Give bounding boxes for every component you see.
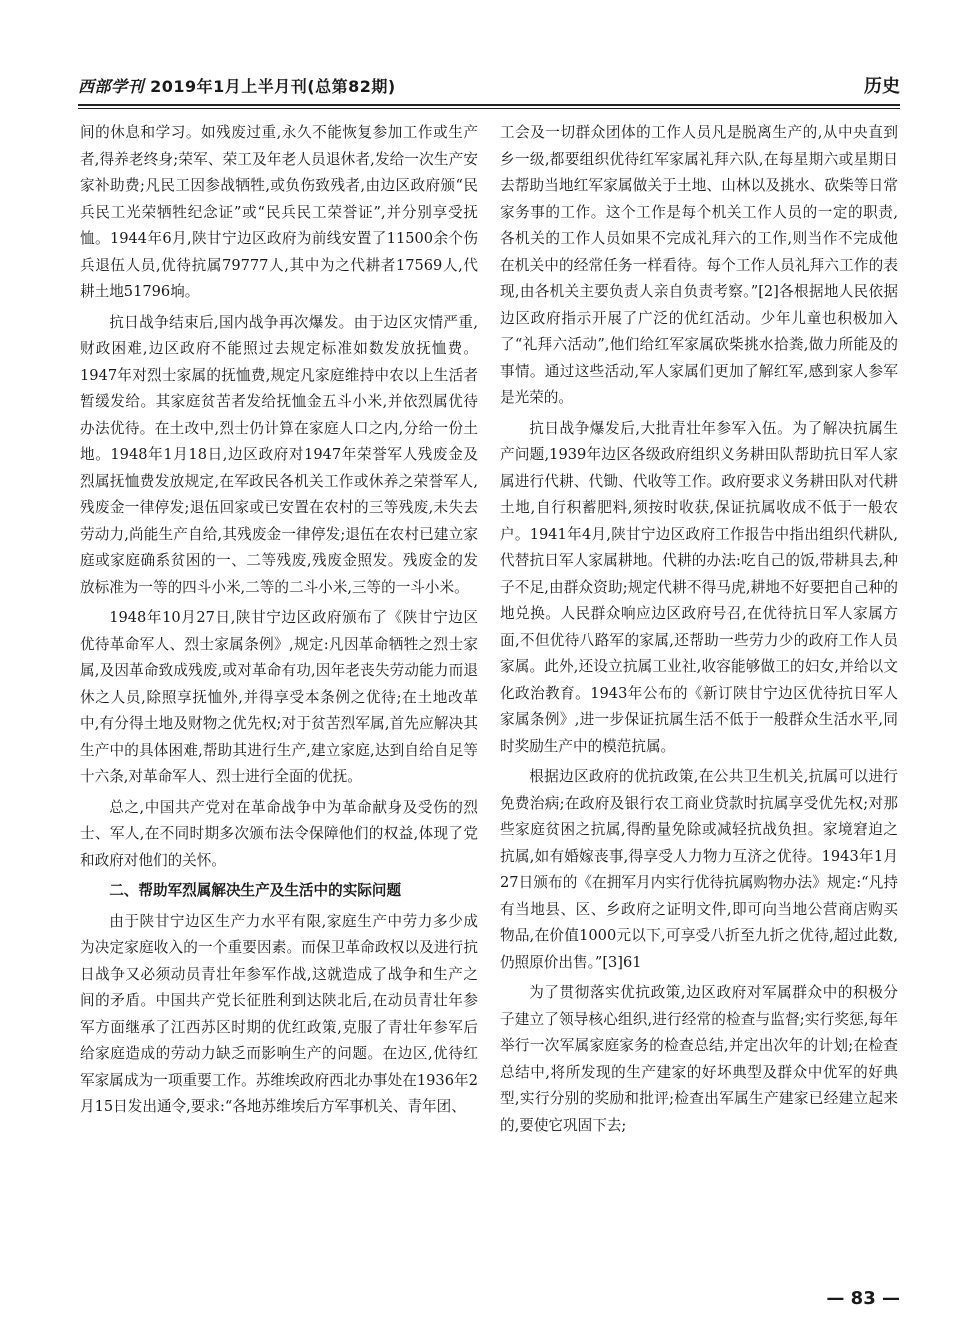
right-column <box>500 120 898 1143</box>
left-column <box>80 120 478 1125</box>
section-heading: 二、帮助军烈属解决生产及生活中的实际问题 <box>109 882 402 899</box>
issue-info: 2019年1月上半月刊(总第82期) <box>150 77 396 96</box>
paragraph: 由于陕甘宁边区生产力水平有限,家庭生产中劳力多少成为决定家庭收入的一个重要因素。而保卫革命政权以及进行抗日战争又必须动员青壮年参军作战,这就造成了战争和生产之间的矛盾。中国共产党长征胜利到达陕北后,在动员青壮年参军方面继承了江西苏区时期的优红政策,克服了青壮年参军后给家庭造成的劳动力缺乏而影响生产的问题。在边区,优待红军家属成为一项重要工作。苏维埃政府西北办事处在1936年2月15日发出通令,要求:“各地苏维埃后方军事机关、青年团、 <box>80 912 478 1115</box>
journal-name: 西部学刊 <box>78 77 145 96</box>
paragraph: 1948年10月27日,陕甘宁边区政府颁布了《陕甘宁边区优待革命军人、烈士家属条例》,规定:凡因革命牺牲之烈士家属,及因革命致成残废,或对革命有功,因年老丧失劳动能力而退休之人员,除照享抚恤外,并得享受本条例之优待;在土地改革中,有分得土地及财物之优先权;对于贫苦烈军属,首先应解决其生产中的具体困难,帮助其进行生产,建立家庭,达到自给自足等十六条,对革命军人、烈士进行全面的优抚。 <box>80 609 478 785</box>
paragraph: 总之,中国共产党对在革命战争中为革命献身及受伤的烈士、军人,在不同时期多次颁布法令保障他们的权益,体现了党和政府对他们的关怀。 <box>80 798 478 869</box>
paragraph: 间的休息和学习。如残废过重,永久不能恢复参加工作或生产者,得养老终身;荣军、荣工及年老人员退休者,发给一次生产安家补助费;凡民工因参战牺牲,或负伤致残者,由边区政府颁“民兵民工光荣牺牲纪念证”或“民兵民工荣誉证”,并分别享受抚恤。1944年6月,陕甘宁边区政府为前线安置了11500余个伤兵退伍人员,优待抗属79777人,其中为之代耕者17569人,代耕土地51796垧。 <box>80 124 478 300</box>
paragraph: 为了贯彻落实优抗政策,边区政府对军属群众中的积极分子建立了领导核心组织,进行经常的检查与监督;实行奖惩,每年举行一次军属家庭家务的检查总结,并定出次年的计划;在检查总结中,将所发现的生产建家的好坏典型及群众中优军的好典型,实行分别的奖励和批评;检查出军属生产建家已经建立起来的,要使它巩固下去; <box>500 984 898 1134</box>
page-header <box>78 70 900 100</box>
section-title: 历史 <box>864 76 900 97</box>
page-number: — 83 — <box>826 1288 900 1309</box>
paragraph: 根据边区政府的优抗政策,在公共卫生机关,抗属可以进行免费治病;在政府及银行农工商业贷款时抗属享受优先权;对那些家庭贫困之抗属,得酌量免除或减轻抗战负担。家境窘迫之抗属,如有婚嫁丧事,得享受人力物力互济之优待。1943年1月27日颁布的《在拥军月内实行优待抗属购物办法》规定:“凡持有当地县、区、乡政府之证明文件,即可向当地公营商店购买物品,在价值1000元以下,可享受八折至九折之优待,超过此数,仍照原价出售。”[3]61 <box>500 768 898 971</box>
paragraph: 抗日战争爆发后,大批青壮年参军入伍。为了解决抗属生产问题,1939年边区各级政府组织义务耕田队帮助抗日军人家属进行代耕、代锄、代收等工作。政府要求义务耕田队对代耕土地,自行积蓄肥料,须按时收获,保证抗属收成不低于一般农户。1941年4月,陕甘宁边区政府工作报告中指出组织代耕队,代替抗日军人家属耕地。代耕的办法:吃自己的饭,带耕具去,种子不足,由群众资助;规定代耕不得马虎,耕地不好要把自己种的地兑换。人民群众响应边区政府号召,在优待抗日军人家属方面,不但优待八路军的家属,还帮助一些劳力少的政府工作人员家属。此外,还设立抗属工业社,收容能够做工的妇女,并给以文化政治教育。1943年公布的《新订陕甘宁边区优待抗日军人家属条例》,进一步保证抗属生活不低于一般群众生活水平,同时奖励生产中的模范抗属。 <box>500 419 898 755</box>
header-rule-thin <box>78 108 900 109</box>
paragraph: 抗日战争结束后,国内战争再次爆发。由于边区灾情严重,财政困难,边区政府不能照过去规定标准如数发放抚恤费。1947年对烈士家属的抚恤费,规定凡家庭维持中农以上生活者暂缓发给。其家庭贫苦者发给抚恤金五斗小米,并依烈属优待办法优待。在土改中,烈士仍计算在家庭人口之内,分给一份土地。1948年1月18日,边区政府对1947年荣誉军人残废金及烈属抚恤费发放规定,在军政民各机关工作或休养之荣誉军人,残废金一律停发;退伍回家或已安置在农村的三等残废,未失去劳动力,尚能生产自给,其残废金一律停发;退伍在农村已建立家庭或家庭确系贫困的一、二等残废,残废金照发。残废金的发放标准为一等的四斗小米,二等的二斗小米,三等的一斗小米。 <box>80 313 478 596</box>
header-rule <box>78 104 900 106</box>
header-left <box>78 74 396 97</box>
paragraph: 工会及一切群众团体的工作人员凡是脱离生产的,从中央直到乡一级,都要组织优待红军家属礼拜六队,在每星期六或星期日去帮助当地红军家属做关于土地、山林以及挑水、砍柴等日常家务事的工作。这个工作是每个机关工作人员的一定的职责,各机关的工作人员如果不完成礼拜六的工作,则当作不完成他在机关中的经常任务一样看待。每个工作人员礼拜六工作的表现,由各机关主要负责人亲自负责考察。”[2]各根据地人民依据边区政府指示开展了广泛的优红活动。少年儿童也积极加入了“礼拜六活动”,他们给红军家属砍柴挑水拾粪,做力所能及的事情。通过这些活动,军人家属们更加了解红军,感到家人参军是光荣的。 <box>500 124 898 406</box>
